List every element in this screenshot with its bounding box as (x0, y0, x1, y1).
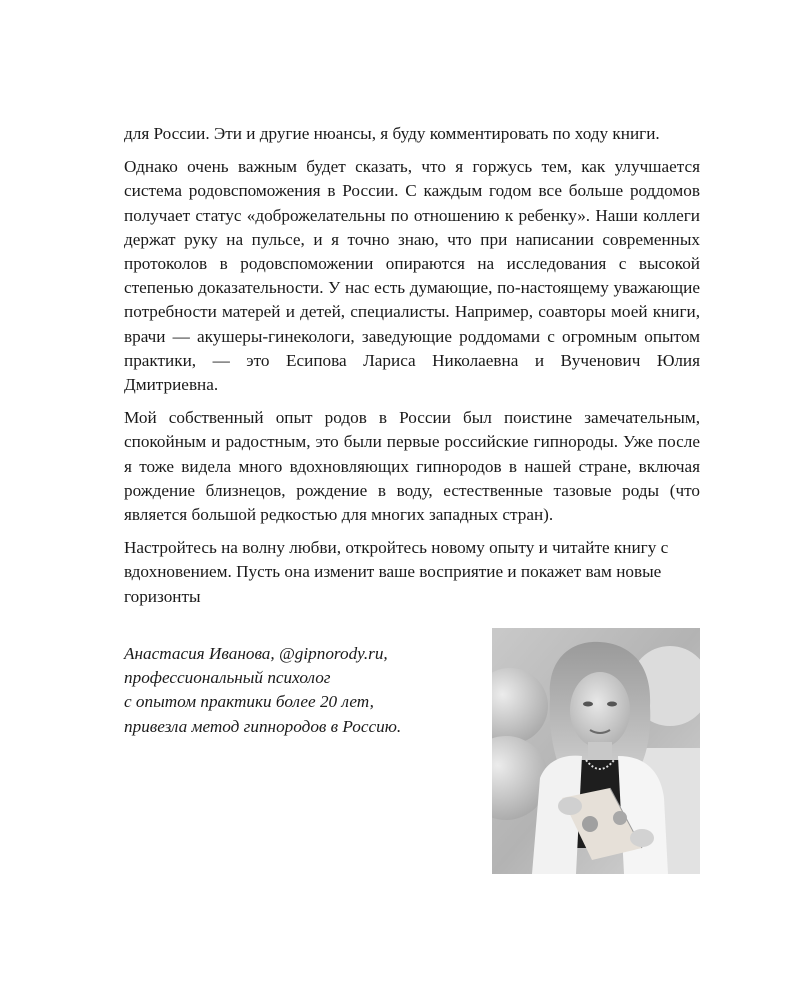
author-photo (492, 628, 700, 874)
author-signature (124, 642, 464, 739)
author-method-line: привезла метод гипнородов в Россию. (124, 716, 402, 736)
paragraph-3: Мой собственный опыт родов в России был поистине замечательным, спокойным и радостным, это были первые российские гипнороды. Уже после я тоже видела много вдохновляющих гипнородов в нашей стране, включая рождение близнецов, рождение в воду, естественные тазовые роды (что является большой редкостью для многих западных стран). (124, 408, 700, 525)
author-profession-line: профессиональный психолог (124, 668, 331, 688)
body-text (124, 122, 700, 618)
author-name-line: Анастасия Иванова, @gipnorody.ru, (124, 644, 388, 663)
author-experience-line: с опытом практики более 20 лет, (124, 692, 374, 712)
author-photo-image (492, 628, 700, 874)
paragraph-2: Однако очень важным будет сказать, что я горжусь тем, как улучшается система родовспоможения в России. С каждым годом все больше роддомов получает статус «доброжелательны по отношению к ребенку». Наши коллеги держат руку на пульсе, и я точно знаю, что при написании современных протоколов в родовспоможении опираются на исследования с высокой степенью доказательности. У нас есть думающие, по-настоящему уважающие потребности матерей и детей, специалисты. Например, соавторы моей книги, врачи — акушеры-гинекологи, заведующие роддомами с огромным опытом практики, — это Есипова Лариса Николаевна и Вученович Юлия Дмитриевна. (124, 157, 700, 395)
paragraph-4: Настройтесь на волну любви, откройтесь новому опыту и читайте книгу с вдохновением. Пусть она изменит ваше восприятие и покажет вам новые горизонты (124, 538, 669, 606)
author-block (124, 628, 700, 874)
paragraph-1: для России. Эти и другие нюансы, я буду комментировать по ходу книги. (124, 124, 660, 143)
